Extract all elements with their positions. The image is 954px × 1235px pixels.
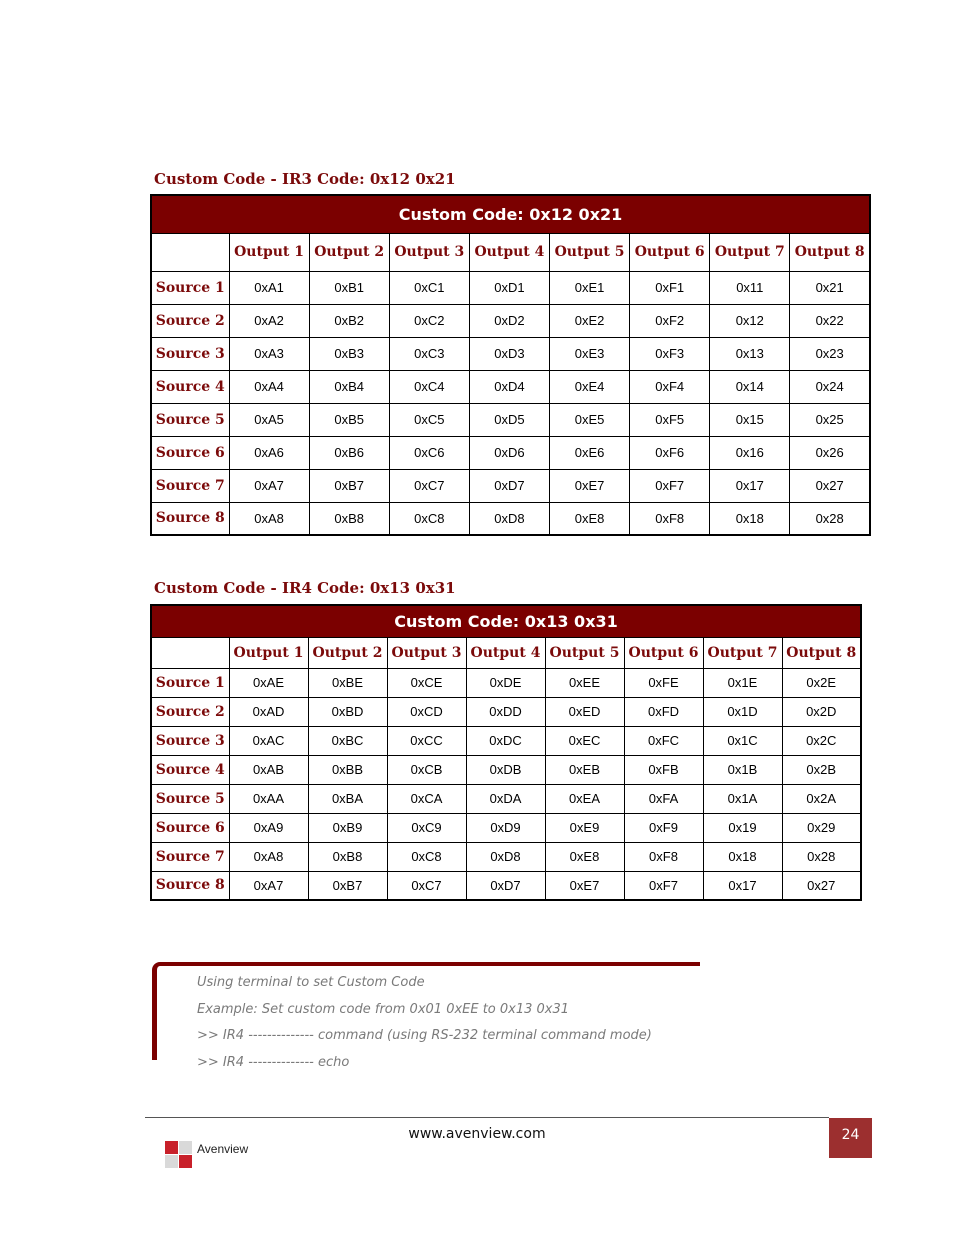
output-header: Output 7: [703, 637, 782, 668]
code-cell: 0xB7: [309, 469, 389, 502]
table-row: [151, 370, 870, 403]
source-label: Source 3: [151, 726, 229, 755]
code-cell: 0x26: [790, 436, 870, 469]
code-cell: 0xDB: [466, 755, 545, 784]
source-label: Source 1: [151, 668, 229, 697]
code-cell: 0x27: [782, 871, 861, 900]
code-cell: 0x18: [710, 502, 790, 535]
source-label: Source 5: [151, 403, 229, 436]
code-cell: 0x12: [710, 304, 790, 337]
code-cell: 0xE5: [550, 403, 630, 436]
code-cell: 0x23: [790, 337, 870, 370]
code-cell: 0x11: [710, 271, 790, 304]
code-cell: 0xB4: [309, 370, 389, 403]
code-cell: 0xC8: [389, 502, 469, 535]
code-cell: 0xF3: [630, 337, 710, 370]
output-header: Output 1: [229, 637, 308, 668]
footer-url: www.avenview.com: [408, 1126, 546, 1142]
code-cell: 0x29: [782, 813, 861, 842]
output-header: Output 2: [308, 637, 387, 668]
code-cell: 0xD2: [469, 304, 549, 337]
code-cell: 0xF8: [624, 842, 703, 871]
code-cell: 0x1A: [703, 784, 782, 813]
logo-square-icon: [179, 1155, 192, 1168]
source-label: Source 8: [151, 502, 229, 535]
code-cell: 0xD7: [469, 469, 549, 502]
code-cell: 0xA5: [229, 403, 309, 436]
table-row: [151, 304, 870, 337]
code-cell: 0xBD: [308, 697, 387, 726]
logo-square-icon: [179, 1141, 192, 1154]
code-cell: 0xA1: [229, 271, 309, 304]
code-cell: 0xAE: [229, 668, 308, 697]
code-cell: 0xDC: [466, 726, 545, 755]
code-cell: 0x27: [790, 469, 870, 502]
code-cell: 0x25: [790, 403, 870, 436]
source-label: Source 6: [151, 813, 229, 842]
code-cell: 0x2D: [782, 697, 861, 726]
code-cell: 0xBB: [308, 755, 387, 784]
code-cell: 0xE6: [550, 436, 630, 469]
code-cell: 0xBE: [308, 668, 387, 697]
code-cell: 0xDA: [466, 784, 545, 813]
custom-code-table-ir4: [150, 604, 862, 901]
output-header: Output 6: [624, 637, 703, 668]
output-header: Output 8: [782, 637, 861, 668]
code-cell: 0xE4: [550, 370, 630, 403]
code-cell: 0xFA: [624, 784, 703, 813]
table-row: [151, 871, 861, 900]
source-label: Source 7: [151, 469, 229, 502]
table-row: [151, 784, 861, 813]
code-cell: 0xC4: [389, 370, 469, 403]
code-cell: 0x16: [710, 436, 790, 469]
code-cell: 0x13: [710, 337, 790, 370]
code-cell: 0x1E: [703, 668, 782, 697]
code-cell: 0xC7: [389, 469, 469, 502]
source-label: Source 4: [151, 370, 229, 403]
code-cell: 0xD6: [469, 436, 549, 469]
page-number-badge: 24: [829, 1118, 872, 1158]
code-cell: 0xD4: [469, 370, 549, 403]
source-label: Source 2: [151, 304, 229, 337]
output-header: Output 7: [710, 233, 790, 271]
table-row: [151, 436, 870, 469]
note-line: >> IR4 -------------- echo: [197, 1055, 350, 1070]
code-cell: 0xC7: [387, 871, 466, 900]
output-header: Output 3: [387, 637, 466, 668]
code-cell: 0x28: [782, 842, 861, 871]
note-line: Example: Set custom code from 0x01 0xEE to 0x13 0x31: [197, 1002, 570, 1017]
note-line: >> IR4 -------------- command (using RS-232 terminal command mode): [197, 1028, 652, 1043]
source-label: Source 5: [151, 784, 229, 813]
code-cell: 0x22: [790, 304, 870, 337]
code-cell: 0xF8: [630, 502, 710, 535]
logo-text: Avenview: [197, 1142, 249, 1156]
code-cell: 0xF7: [630, 469, 710, 502]
code-cell: 0xDE: [466, 668, 545, 697]
code-cell: 0xB8: [308, 842, 387, 871]
code-cell: 0xD1: [469, 271, 549, 304]
code-cell: 0xEB: [545, 755, 624, 784]
code-cell: 0xD8: [469, 502, 549, 535]
footer-divider: [145, 1117, 829, 1118]
code-cell: 0xB6: [309, 436, 389, 469]
header-row: [151, 233, 870, 271]
code-cell: 0xF5: [630, 403, 710, 436]
code-cell: 0xA2: [229, 304, 309, 337]
code-cell: 0xED: [545, 697, 624, 726]
code-cell: 0xA7: [229, 871, 308, 900]
code-cell: 0xCA: [387, 784, 466, 813]
code-cell: 0xE7: [545, 871, 624, 900]
output-header: Output 8: [790, 233, 870, 271]
section-title-ir3: Custom Code - IR3 Code: 0x12 0x21: [154, 170, 456, 188]
code-cell: 0xB5: [309, 403, 389, 436]
code-cell: 0xEC: [545, 726, 624, 755]
code-cell: 0xCE: [387, 668, 466, 697]
source-label: Source 8: [151, 871, 229, 900]
code-cell: 0xCB: [387, 755, 466, 784]
output-header: Output 4: [466, 637, 545, 668]
code-cell: 0x19: [703, 813, 782, 842]
code-cell: 0x2C: [782, 726, 861, 755]
code-cell: 0xD9: [466, 813, 545, 842]
code-cell: 0xC3: [389, 337, 469, 370]
corner-cell: [151, 637, 229, 668]
code-cell: 0xA8: [229, 842, 308, 871]
code-cell: 0xBA: [308, 784, 387, 813]
code-cell: 0xA3: [229, 337, 309, 370]
logo-square-icon: [165, 1155, 178, 1168]
code-cell: 0xBC: [308, 726, 387, 755]
source-label: Source 4: [151, 755, 229, 784]
code-cell: 0x2A: [782, 784, 861, 813]
code-cell: 0xA8: [229, 502, 309, 535]
code-cell: 0xB3: [309, 337, 389, 370]
code-cell: 0xE8: [550, 502, 630, 535]
code-cell: 0xE7: [550, 469, 630, 502]
code-cell: 0xB2: [309, 304, 389, 337]
code-cell: 0xF9: [624, 813, 703, 842]
avenview-logo: [163, 1139, 263, 1181]
section-title-ir4: Custom Code - IR4 Code: 0x13 0x31: [154, 579, 456, 597]
code-cell: 0x14: [710, 370, 790, 403]
table-row: [151, 502, 870, 535]
code-cell: 0xF6: [630, 436, 710, 469]
code-cell: 0xF4: [630, 370, 710, 403]
output-header: Output 2: [309, 233, 389, 271]
code-cell: 0x28: [790, 502, 870, 535]
code-cell: 0x1C: [703, 726, 782, 755]
code-cell: 0xC8: [387, 842, 466, 871]
code-cell: 0x15: [710, 403, 790, 436]
code-cell: 0xB7: [308, 871, 387, 900]
code-cell: 0xFE: [624, 668, 703, 697]
code-cell: 0xA9: [229, 813, 308, 842]
table-row: [151, 337, 870, 370]
source-label: Source 7: [151, 842, 229, 871]
code-cell: 0x21: [790, 271, 870, 304]
code-cell: 0x1D: [703, 697, 782, 726]
code-cell: 0xB8: [309, 502, 389, 535]
code-cell: 0xF7: [624, 871, 703, 900]
code-cell: 0xEE: [545, 668, 624, 697]
code-cell: 0x18: [703, 842, 782, 871]
code-cell: 0xD8: [466, 842, 545, 871]
code-cell: 0xCD: [387, 697, 466, 726]
custom-code-table-ir3: [150, 194, 871, 536]
code-cell: 0xD3: [469, 337, 549, 370]
code-cell: 0xA4: [229, 370, 309, 403]
code-cell: 0xF2: [630, 304, 710, 337]
output-header: Output 5: [545, 637, 624, 668]
code-cell: 0xF1: [630, 271, 710, 304]
code-cell: 0xCC: [387, 726, 466, 755]
code-cell: 0xAA: [229, 784, 308, 813]
code-cell: 0xE2: [550, 304, 630, 337]
code-cell: 0xB1: [309, 271, 389, 304]
table-row: [151, 403, 870, 436]
table-row: [151, 755, 861, 784]
code-cell: 0x24: [790, 370, 870, 403]
source-label: Source 3: [151, 337, 229, 370]
source-label: Source 1: [151, 271, 229, 304]
code-cell: 0xE3: [550, 337, 630, 370]
code-cell: 0xC9: [387, 813, 466, 842]
table-row: [151, 697, 861, 726]
output-header: Output 5: [550, 233, 630, 271]
code-cell: 0x17: [703, 871, 782, 900]
output-header: Output 1: [229, 233, 309, 271]
corner-cell: [151, 233, 229, 271]
code-cell: 0xAB: [229, 755, 308, 784]
table-row: [151, 469, 870, 502]
table-banner: Custom Code: 0x13 0x31: [151, 605, 861, 637]
code-cell: 0xA7: [229, 469, 309, 502]
table-row: [151, 726, 861, 755]
code-cell: 0x17: [710, 469, 790, 502]
code-cell: 0xB9: [308, 813, 387, 842]
code-cell: 0xEA: [545, 784, 624, 813]
code-cell: 0xC5: [389, 403, 469, 436]
output-header: Output 3: [389, 233, 469, 271]
code-cell: 0xA6: [229, 436, 309, 469]
code-cell: 0xD5: [469, 403, 549, 436]
code-cell: 0xFC: [624, 726, 703, 755]
table-row: [151, 813, 861, 842]
code-cell: 0x2E: [782, 668, 861, 697]
code-cell: 0xFD: [624, 697, 703, 726]
note-line: Using terminal to set Custom Code: [197, 975, 425, 990]
table-row: [151, 668, 861, 697]
code-cell: 0xE9: [545, 813, 624, 842]
code-cell: 0xAD: [229, 697, 308, 726]
code-cell: 0xFB: [624, 755, 703, 784]
header-row: [151, 637, 861, 668]
output-header: Output 6: [630, 233, 710, 271]
code-cell: 0xDD: [466, 697, 545, 726]
code-cell: 0xC6: [389, 436, 469, 469]
code-cell: 0x1B: [703, 755, 782, 784]
code-cell: 0xAC: [229, 726, 308, 755]
code-cell: 0xC2: [389, 304, 469, 337]
output-header: Output 4: [469, 233, 549, 271]
logo-square-icon: [165, 1141, 178, 1154]
code-cell: 0xE1: [550, 271, 630, 304]
code-cell: 0x2B: [782, 755, 861, 784]
code-cell: 0xD7: [466, 871, 545, 900]
table-row: [151, 842, 861, 871]
code-cell: 0xC1: [389, 271, 469, 304]
code-cell: 0xE8: [545, 842, 624, 871]
source-label: Source 2: [151, 697, 229, 726]
table-banner: Custom Code: 0x12 0x21: [151, 195, 870, 233]
table-row: [151, 271, 870, 304]
source-label: Source 6: [151, 436, 229, 469]
